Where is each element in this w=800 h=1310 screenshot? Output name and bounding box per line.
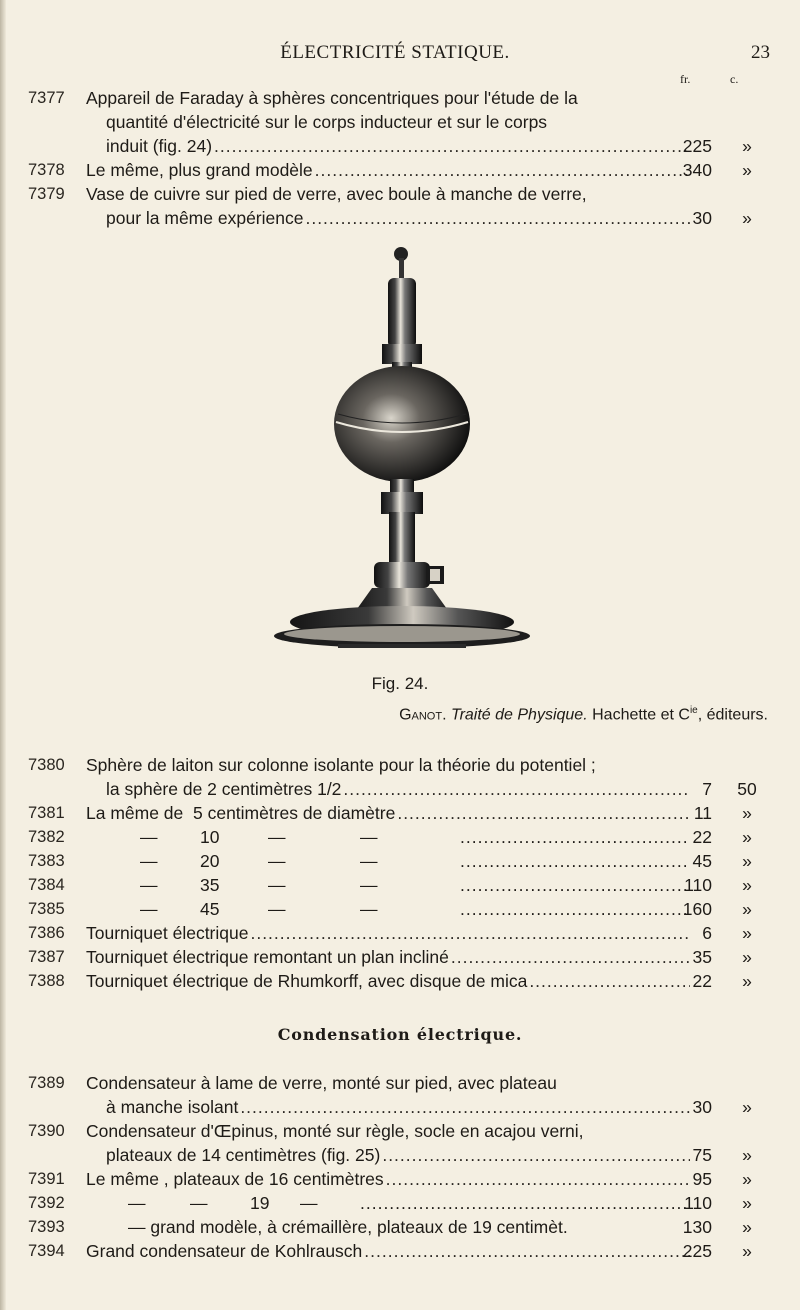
section-heading: Condensation électrique. bbox=[277, 1025, 523, 1044]
catalog-number: 7382 bbox=[28, 828, 65, 846]
centimes-header: c. bbox=[730, 72, 739, 86]
price-centimes: » bbox=[742, 1097, 752, 1117]
entry-description: Condensateur à lame de verre, monté sur pied, avec plateau bbox=[86, 1073, 557, 1093]
catalog-number: 7377 bbox=[28, 89, 65, 107]
ditto-dash: — bbox=[140, 899, 158, 919]
price-centimes: » bbox=[742, 1145, 752, 1165]
catalog-entry bbox=[0, 1071, 800, 1096]
ditto-dash: — bbox=[128, 1193, 146, 1213]
price-francs: 6 bbox=[702, 923, 712, 943]
ditto-dash: — bbox=[360, 899, 378, 919]
ditto-dash: — bbox=[268, 827, 286, 847]
dot-leader bbox=[240, 1095, 690, 1120]
entry-description: induit (fig. 24) bbox=[106, 136, 213, 156]
catalog-entry bbox=[0, 182, 800, 207]
dot-leader bbox=[343, 777, 690, 802]
entry-description: Condensateur d'Œpinus, monté sur règle, socle en acajou verni, bbox=[86, 1121, 584, 1141]
credit-end: , éditeurs. bbox=[697, 706, 768, 724]
ditto-dash: — bbox=[190, 1193, 208, 1213]
catalog-number: 7383 bbox=[28, 852, 65, 870]
catalog-entry bbox=[0, 1215, 800, 1240]
price-centimes: » bbox=[742, 160, 752, 180]
entry-continuation bbox=[0, 134, 800, 159]
catalog-entry bbox=[0, 1191, 800, 1216]
entry-continuation bbox=[0, 1143, 800, 1168]
catalog-number: 7384 bbox=[28, 876, 65, 894]
entry-continuation bbox=[0, 1095, 800, 1120]
diameter-value: 35 bbox=[200, 875, 220, 895]
diameter-value: 10 bbox=[200, 827, 220, 847]
entry-description: Grand condensateur de Kohlrausch bbox=[86, 1241, 363, 1261]
dot-leader bbox=[386, 1167, 690, 1192]
dot-leader bbox=[360, 1191, 690, 1216]
entry-description: quantité d'électricité sur le corps inducteur et sur le corps bbox=[106, 112, 548, 132]
entry-description: La même de 5 centimètres de diamètre bbox=[86, 803, 396, 823]
catalog-entry bbox=[0, 897, 800, 922]
dot-leader bbox=[305, 206, 690, 231]
diameter-value: 20 bbox=[200, 851, 220, 871]
price-centimes: » bbox=[742, 827, 752, 847]
price-centimes: » bbox=[742, 1241, 752, 1261]
credit-author: Ganot. bbox=[399, 706, 447, 724]
running-title: ÉLECTRICITÉ STATIQUE. bbox=[280, 42, 510, 63]
entry-description: plateaux de 14 centimètres (fig. 25) bbox=[106, 1145, 381, 1165]
ditto-dash: — bbox=[140, 851, 158, 871]
price-centimes: » bbox=[742, 971, 752, 991]
price-centimes: » bbox=[742, 208, 752, 228]
catalog-number: 7378 bbox=[28, 161, 65, 179]
price-francs: 225 bbox=[682, 136, 712, 156]
catalog-number: 7390 bbox=[28, 1122, 65, 1140]
catalog-number: 7387 bbox=[28, 948, 65, 966]
plate-size-value: 19 bbox=[250, 1193, 270, 1213]
dot-leader bbox=[364, 1239, 690, 1264]
catalog-number: 7379 bbox=[28, 185, 65, 203]
price-francs: 35 bbox=[692, 947, 712, 967]
catalog-entry bbox=[0, 849, 800, 874]
catalog-number: 7381 bbox=[28, 804, 65, 822]
catalog-entry bbox=[0, 1239, 800, 1264]
price-francs: 75 bbox=[692, 1145, 712, 1165]
catalog-number: 7380 bbox=[28, 756, 65, 774]
entry-description: — grand modèle, à crémaillère, plateaux de 19 centimèt. bbox=[128, 1217, 568, 1237]
catalog-number: 7386 bbox=[28, 924, 65, 942]
catalog-number: 7394 bbox=[28, 1242, 65, 1260]
entry-description: Tourniquet électrique bbox=[86, 923, 249, 943]
figure-credit bbox=[399, 705, 768, 724]
entry-description: Appareil de Faraday à sphères concentriques pour l'étude de la bbox=[86, 88, 578, 108]
catalog-entry bbox=[0, 969, 800, 994]
credit-superscript: ie bbox=[689, 705, 698, 716]
entry-description: Le même, plus grand modèle bbox=[86, 160, 313, 180]
entry-description: Tourniquet électrique de Rhumkorff, avec disque de mica bbox=[86, 971, 528, 991]
entry-description: Tourniquet électrique remontant un plan incliné bbox=[86, 947, 449, 967]
ditto-dash: — bbox=[300, 1193, 318, 1213]
price-francs: 30 bbox=[692, 208, 712, 228]
price-francs: 340 bbox=[682, 160, 712, 180]
dot-leader bbox=[250, 921, 690, 946]
catalog-entry bbox=[0, 1119, 800, 1144]
price-francs: 45 bbox=[692, 851, 712, 871]
ditto-dash: — bbox=[360, 851, 378, 871]
price-francs: 110 bbox=[684, 875, 712, 895]
page-header bbox=[20, 42, 770, 72]
entry-description: Sphère de laiton sur colonne isolante pour la théorie du potentiel ; bbox=[86, 755, 596, 775]
entry-description: la sphère de 2 centimètres 1/2 bbox=[106, 779, 342, 799]
price-centimes: » bbox=[742, 875, 752, 895]
catalog-entry bbox=[0, 825, 800, 850]
price-francs: 22 bbox=[692, 971, 712, 991]
price-centimes: 50 bbox=[737, 779, 757, 799]
price-centimes: » bbox=[742, 1169, 752, 1189]
catalog-number: 7388 bbox=[28, 972, 65, 990]
catalog-number: 7385 bbox=[28, 900, 65, 918]
catalog-number: 7393 bbox=[28, 1218, 65, 1236]
ditto-dash: — bbox=[268, 851, 286, 871]
price-centimes: » bbox=[742, 1193, 752, 1213]
ditto-dash: — bbox=[268, 899, 286, 919]
ditto-dash: — bbox=[268, 875, 286, 895]
catalog-entry bbox=[0, 753, 800, 778]
price-centimes: » bbox=[742, 1217, 752, 1237]
catalog-number: 7389 bbox=[28, 1074, 65, 1092]
catalog-number: 7392 bbox=[28, 1194, 65, 1212]
catalog-entry bbox=[0, 945, 800, 970]
price-francs: 95 bbox=[692, 1169, 712, 1189]
dot-leader bbox=[315, 158, 690, 183]
price-centimes: » bbox=[742, 851, 752, 871]
catalog-number: 7391 bbox=[28, 1170, 65, 1188]
price-francs: 7 bbox=[702, 779, 712, 799]
entry-description: à manche isolant bbox=[106, 1097, 239, 1117]
entry-description: Le même , plateaux de 16 centimètres bbox=[86, 1169, 384, 1189]
dot-leader bbox=[397, 801, 690, 826]
catalog-entry bbox=[0, 1167, 800, 1192]
figure-caption: Fig. 24. bbox=[371, 674, 429, 693]
price-centimes: » bbox=[742, 899, 752, 919]
price-francs: 110 bbox=[684, 1193, 712, 1213]
price-francs: 30 bbox=[692, 1097, 712, 1117]
entry-continuation bbox=[0, 777, 800, 802]
entry-description: pour la même expérience bbox=[106, 208, 304, 228]
entry-continuation bbox=[0, 206, 800, 231]
catalog-entry bbox=[0, 801, 800, 826]
entry-description: Vase de cuivre sur pied de verre, avec boule à manche de verre, bbox=[86, 184, 587, 204]
faraday-apparatus-illustration bbox=[240, 244, 570, 664]
page-number: 23 bbox=[751, 42, 770, 63]
entry-continuation bbox=[0, 110, 800, 135]
catalog-entry bbox=[0, 86, 800, 111]
ditto-dash: — bbox=[140, 875, 158, 895]
credit-publisher: Hachette et C bbox=[592, 706, 690, 724]
diameter-value: 45 bbox=[200, 899, 220, 919]
credit-title: Traité de Physique. bbox=[450, 706, 588, 724]
price-francs: 160 bbox=[682, 899, 712, 919]
catalog-entry bbox=[0, 921, 800, 946]
price-francs: 225 bbox=[682, 1241, 712, 1261]
francs-header: fr. bbox=[680, 72, 691, 86]
price-centimes: » bbox=[742, 947, 752, 967]
price-francs: 130 bbox=[682, 1217, 712, 1237]
dot-leader bbox=[382, 1143, 690, 1168]
price-francs: 11 bbox=[693, 803, 712, 823]
price-centimes: » bbox=[742, 136, 752, 156]
price-centimes: » bbox=[742, 923, 752, 943]
ditto-dash: — bbox=[360, 875, 378, 895]
price-centimes: » bbox=[742, 803, 752, 823]
catalog-entry bbox=[0, 158, 800, 183]
catalog-entry bbox=[0, 873, 800, 898]
price-francs: 22 bbox=[692, 827, 712, 847]
ditto-dash: — bbox=[140, 827, 158, 847]
dot-leader bbox=[214, 134, 690, 159]
ditto-dash: — bbox=[360, 827, 378, 847]
